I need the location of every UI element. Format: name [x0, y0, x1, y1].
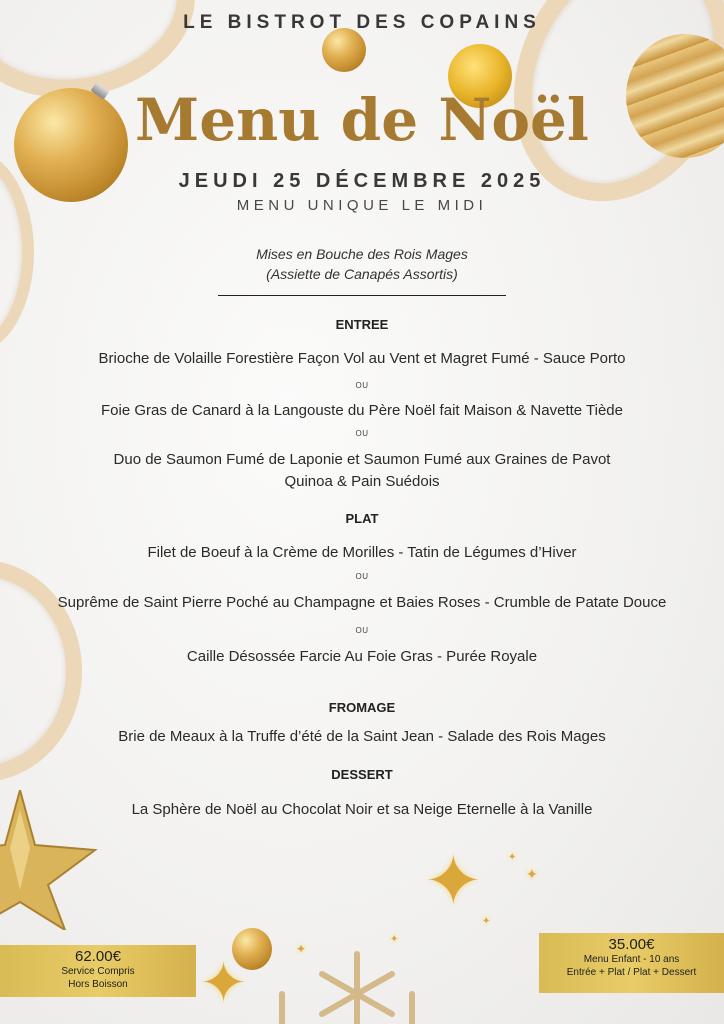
entree-dish-2: Foie Gras de Canard à la Langouste du Père Noël fait Maison & Navette Tiède	[101, 402, 623, 419]
price-box-main	[0, 945, 196, 997]
section-heading-entree: ENTREE	[335, 317, 389, 332]
sparkle-icon: ✦	[424, 842, 483, 920]
section-heading-plat: PLAT	[345, 511, 379, 526]
restaurant-name: LE BISTROT DES COPAINS	[183, 12, 541, 33]
amuse-bouche	[0, 244, 724, 284]
gold-bauble-small-top	[322, 28, 366, 72]
menu-date: JEUDI 25 DÉCEMBRE 2025	[178, 170, 546, 192]
plat-dish-2: Suprême de Saint Pierre Poché au Champagne et Baies Roses - Crumble de Patate Douce	[57, 594, 667, 611]
or-separator: OU	[355, 626, 369, 635]
sparkle-icon: ✦	[482, 916, 491, 927]
price-main: 62.00€	[75, 948, 121, 965]
entree-dish-1: Brioche de Volaille Forestière Façon Vol au Vent et Magret Fumé - Sauce Porto	[98, 350, 626, 367]
sparkle-icon: ✦	[508, 852, 517, 863]
sparkle-icon: ✦	[390, 934, 399, 945]
snowflake-decoration	[262, 944, 432, 1024]
sparkle-icon: ✦	[296, 942, 307, 956]
price-kids: 35.00€	[608, 936, 655, 953]
dessert-dish-1: La Sphère de Noël au Chocolat Noir et sa Neige Eternelle à la Vanille	[131, 801, 593, 818]
section-heading-fromage: FROMAGE	[328, 700, 396, 715]
entree-dish-3-line-1: Duo de Saumon Fumé de Laponie et Saumon Fumé aux Graines de Pavot	[113, 451, 611, 468]
amuse-line-2: (Assiette de Canapés Assortis)	[266, 266, 458, 282]
section-heading-dessert: DESSERT	[331, 767, 393, 782]
or-separator: OU	[355, 572, 369, 581]
price-kids-note-2: Entrée + Plat / Plat + Dessert	[566, 967, 697, 978]
amuse-line-1: Mises en Bouche des Rois Mages	[256, 246, 468, 262]
plat-dish-1: Filet de Boeuf à la Crème de Morilles - Tatin de Légumes d’Hiver	[147, 544, 577, 561]
plat-dish-3: Caille Désossée Farcie Au Foie Gras - Purée Royale	[186, 648, 538, 665]
entree-dish-3	[0, 449, 724, 493]
or-separator: OU	[355, 429, 369, 438]
price-kids-note-1: Menu Enfant - 10 ans	[583, 954, 680, 965]
page-title: Menu de Noël	[135, 86, 589, 154]
or-separator: OU	[355, 381, 369, 390]
price-main-note-1: Service Compris	[61, 966, 135, 977]
entree-dish-3-line-2: Quinoa & Pain Suédois	[284, 473, 440, 490]
fromage-dish-1: Brie de Meaux à la Truffe d’été de la Saint Jean - Salade des Rois Mages	[118, 728, 606, 745]
sparkle-icon: ✦	[200, 951, 247, 1014]
divider-line	[218, 295, 506, 296]
price-main-note-2: Hors Boisson	[68, 979, 128, 990]
menu-subtitle: MENU UNIQUE LE MIDI	[236, 197, 488, 214]
sparkle-icon: ✦	[526, 866, 538, 882]
price-box-kids	[539, 933, 724, 993]
